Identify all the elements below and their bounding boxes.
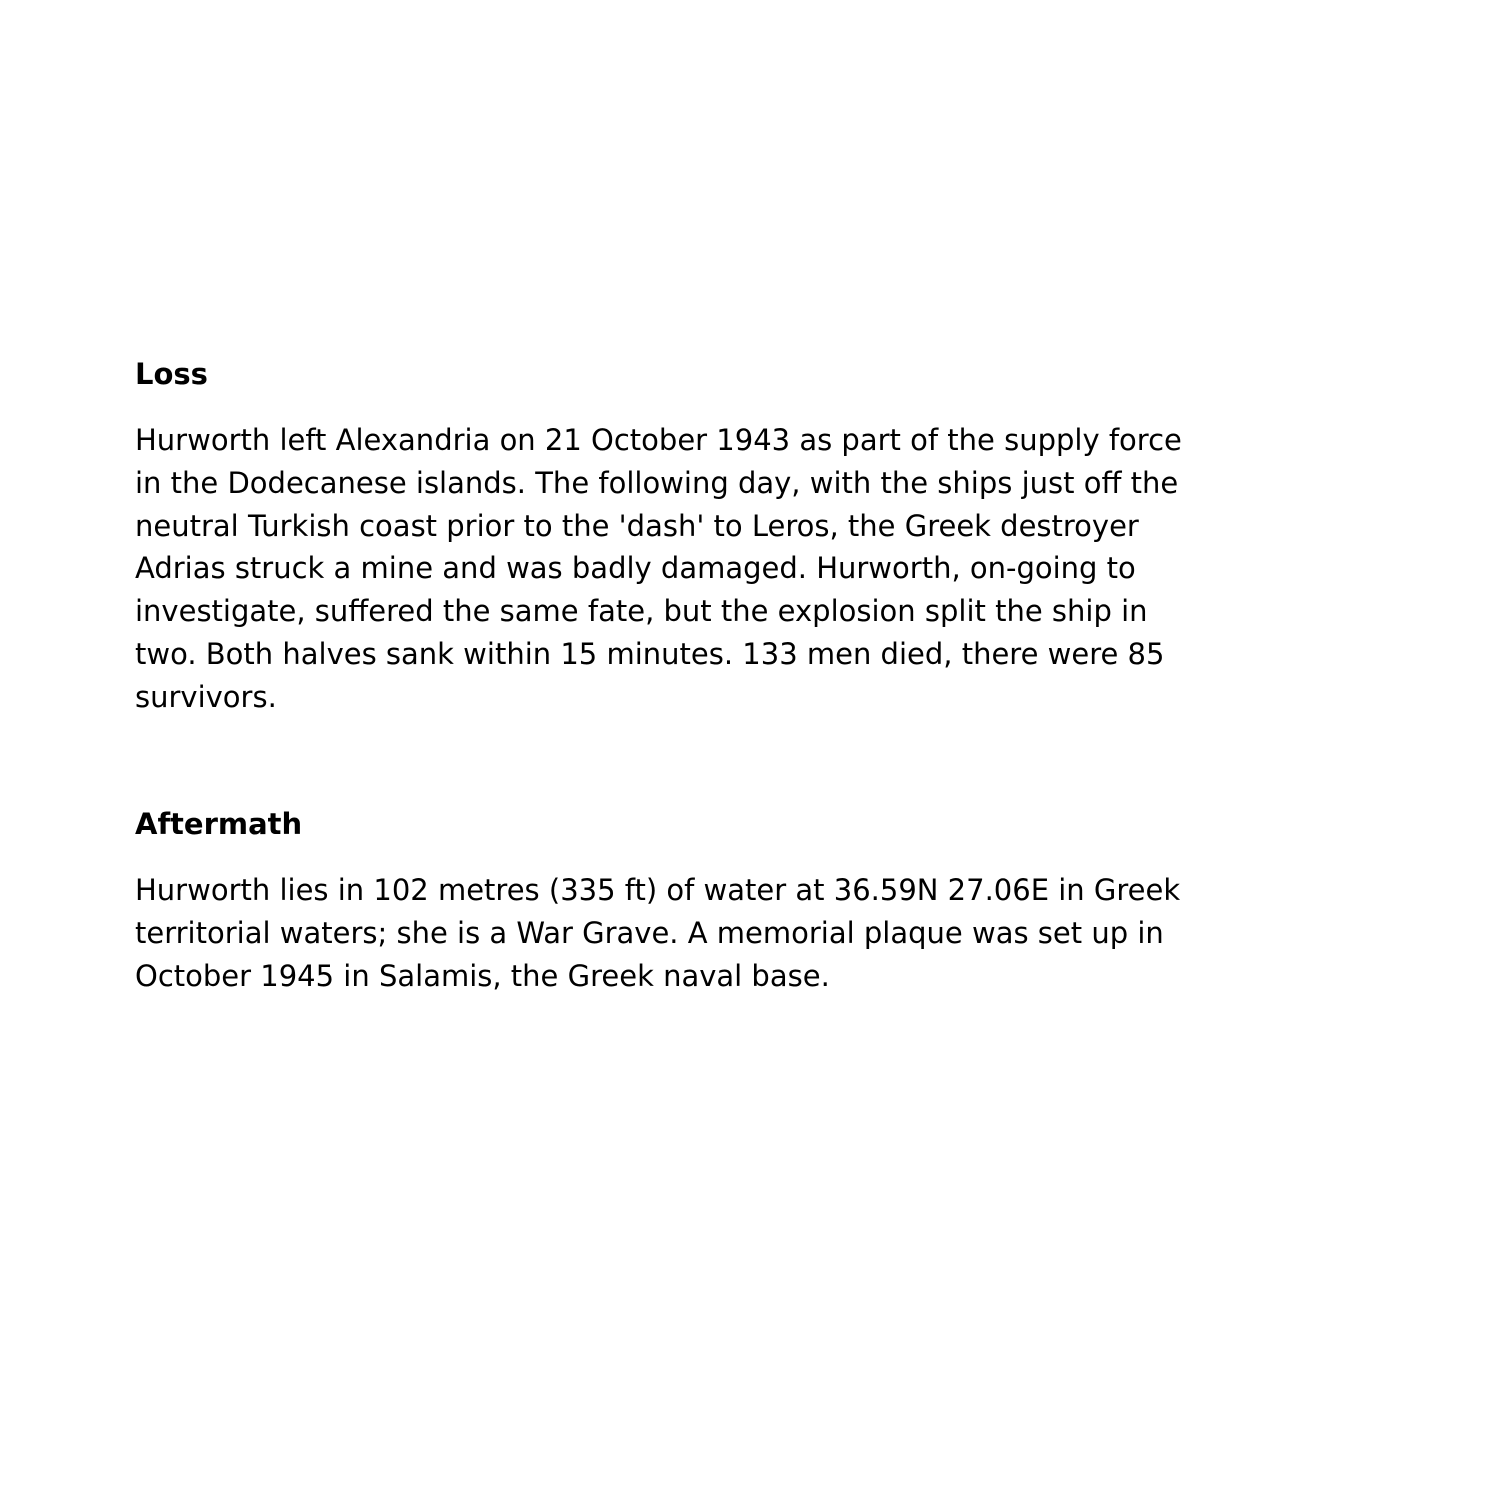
paragraph-line: two. Both halves sank within 15 minutes. 133 men died, there were 85 <box>135 636 1165 671</box>
paragraph-line: October 1945 in Salamis, the Greek naval base. <box>135 958 830 993</box>
paragraph-line: investigate, suffered the same fate, but the explosion split the ship in <box>135 594 1148 629</box>
paragraph-line: Hurworth left Alexandria on 21 October 1943 as part of the supply force <box>135 423 1182 457</box>
paragraph-line: in the Dodecanese islands. The following day, with the ships just off the <box>135 465 1179 500</box>
section-paragraph-aftermath <box>135 869 1180 997</box>
paragraph-line: Adrias struck a mine and was badly damaged. Hurworth, on-going to <box>135 551 1136 586</box>
paragraph-line: territorial waters; she is a War Grave. A memorial plaque was set up in <box>135 915 1164 950</box>
paragraph-line: survivors. <box>135 679 277 714</box>
section-heading-loss: Loss <box>135 357 208 391</box>
section-paragraph-loss <box>135 419 1182 719</box>
section-heading-aftermath: Aftermath <box>135 807 303 841</box>
paragraph-line: Hurworth lies in 102 metres (335 ft) of water at 36.59N 27.06E in Greek <box>135 873 1181 907</box>
paragraph-line: neutral Turkish coast prior to the 'dash' to Leros, the Greek destroyer <box>135 508 1139 543</box>
